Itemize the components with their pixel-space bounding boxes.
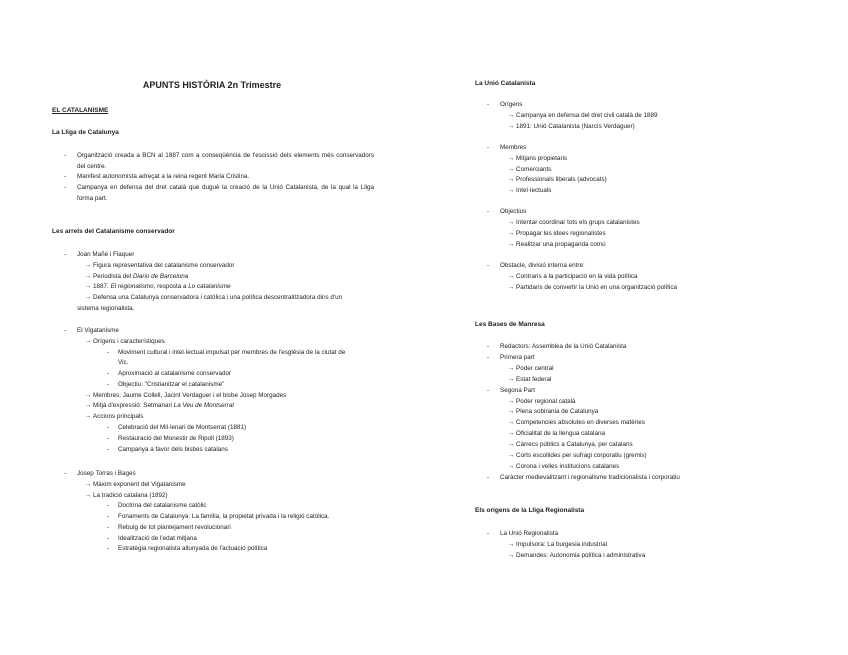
torras-line: → La tradició catalana (1892): [77, 491, 377, 502]
torras-sub-item: - Fonaments de Catalunya: La família, la propietat privada i la religió catòlica.: [93, 512, 377, 523]
torras-sub-item: - Estratègia regionalista allunyada de l'actuació política: [93, 544, 377, 555]
vig-sub-item-cont: Vic.: [118, 359, 129, 367]
unio-subline: → Mitjans propietaris: [475, 154, 740, 165]
bases-subline: → Plena sobirania de Catalunya: [475, 407, 740, 418]
vig-line: → Membres: Jaume Collell, Jacint Verdaguer i el bisbe Josep Morgades: [77, 391, 377, 402]
bases-subline: → Estat federal: [475, 375, 740, 386]
list-item: - Organització creada a BCN al 1887 com a conseqüència de l'escissió dels elements més conservadors del centre.: [52, 151, 374, 172]
bases-subline: → Corts escollides per sufragi corporatiu (gremis): [475, 451, 740, 462]
manye-line-cont: sistema regionalista.: [77, 304, 135, 312]
ur-subline: → Demandes: Autonomia política i administrativa: [475, 551, 740, 562]
vig-sub-item: - Celebració del Mil·lenari de Montserrat (1881): [93, 423, 377, 434]
torras-name: - Josep Torras i Bages: [52, 469, 377, 480]
unio-subline: → Contraris a la participació en la vida política: [475, 272, 740, 283]
manye-line: → Defensa una Catalunya conservadora i catòlica i una política descentralitzadora dins d'un: [77, 293, 377, 304]
torras-line: → Màxim exponent del Vigatanisme: [77, 480, 377, 491]
unio-subline: → Professionals liberals (advocats): [475, 175, 740, 186]
arrels-heading: Les arrels del Catalanisme conservador: [52, 228, 175, 235]
manye-block: [52, 250, 377, 315]
unio-item: - Orígens: [475, 100, 740, 111]
unio-subline: → Campanya en defensa del dret civil català de 1889: [475, 111, 740, 122]
bases-subline: → Corona i velles institucions catalanes: [475, 462, 740, 473]
unio-subline: → Propagar les idees regionalistes: [475, 229, 740, 240]
bases-subline: → Càrrecs públics a Catalunya, per catalans: [475, 440, 740, 451]
lliga-list: [52, 151, 374, 205]
unio-subline: → Partidaris de convertir la Unió en una organització política: [475, 283, 740, 294]
manye-name: - Joan Mañé i Flaquer: [52, 250, 377, 261]
unio-item: - Objectius: [475, 207, 740, 218]
bases-heading: Les Bases de Manresa: [475, 321, 545, 328]
bases-block: [475, 342, 740, 484]
bases-subline: → Competencies absolutes en diverses matèries: [475, 418, 740, 429]
lliga-heading: La Lliga de Catalunya: [52, 129, 119, 136]
bases-item: - Segona Part: [475, 386, 740, 397]
bases-subline: → Oficialitat de la llengua catalana: [475, 429, 740, 440]
vig-sub-item: - Aproximació al catalanisme conservador: [93, 369, 377, 380]
unio-subline: → 1891: Unió Catalanista (Narcís Verdaguer): [475, 122, 740, 133]
torras-sub-item: - Idealització de l'edat mitjana: [93, 534, 377, 545]
unio-item: - Membres: [475, 143, 740, 154]
unio-regionalista-block: [475, 529, 740, 562]
torras-sub-item: - Rebuig de tot plantejament revolucionari: [93, 523, 377, 534]
bases-item: - Redactors: Assemblea de la Unió Catalanista: [475, 342, 740, 353]
vig-sub-item: - Restauració del Monestir de Ripoll (1893): [93, 434, 377, 445]
vig-line: → Orígens i característiques: [77, 337, 377, 348]
bases-subline: → Poder central: [475, 364, 740, 375]
ur-subline: → Impulsora: La burgesia industrial: [475, 540, 740, 551]
vig-sub-item: - Objectiu: "Cristianitzar el catalanisme": [93, 380, 377, 391]
page-title: APUNTS HISTÒRIA 2n Trimestre: [142, 80, 282, 90]
origens-lliga-heading: Els orígens de la Lliga Regionalista: [475, 507, 585, 514]
unio-subline: → Realitzar una propaganda comú: [475, 240, 740, 251]
section-title: EL CATALANISME: [52, 107, 109, 114]
unio-block: [475, 100, 740, 294]
vig-sub-item: - Moviment cultural i intel·lectual impulsat per membres de l'església de la ciutat de: [93, 348, 377, 359]
torras-sub-item: - Doctrina del catalanisme catòlic: [93, 501, 377, 512]
bases-item: - Primera part: [475, 353, 740, 364]
ur-item: - La Unió Regionalista: [475, 529, 740, 540]
unio-subline: → Intel·lectuals: [475, 186, 740, 197]
bases-item: - Caràcter medievalitzant i regionalisme tradicionalista i corporatiu: [475, 473, 740, 484]
list-item: - Manifest autonomista adreçat a la reina regent Maria Cristina.: [52, 172, 374, 183]
vigatanisme-block: [52, 326, 377, 455]
vig-line: → Mitjà d'expressió: Setmanari La Veu de Montserrat: [77, 401, 377, 412]
unio-heading: La Unió Catalanista: [475, 80, 536, 87]
unio-subline: → Intentar coordinar tots els grups catalanistes: [475, 218, 740, 229]
manye-line: → 1887. El regionalismo, resposta a Lo catalanisme: [77, 282, 377, 293]
bases-subline: → Poder regional català: [475, 397, 740, 408]
list-item: - Campanya en defensa del dret català que duguè la creació de la Unió Catalanista, de la qual la Lliga forma part.: [52, 183, 374, 204]
manye-line: → Periodista del Diario de Barcelona: [77, 272, 377, 283]
vig-line: → Accions principals: [77, 412, 377, 423]
unio-item: - Obstacle, divisió interna entre:: [475, 261, 740, 272]
unio-subline: → Comerciants: [475, 165, 740, 176]
manye-line: → Figura representativa del catalanisme conservador: [77, 261, 377, 272]
torras-block: [52, 469, 377, 555]
vig-sub-item: - Campanya a favor dels bisbes catalans: [93, 445, 377, 456]
vigatanisme-name: - El Vigatanisme: [52, 326, 377, 337]
